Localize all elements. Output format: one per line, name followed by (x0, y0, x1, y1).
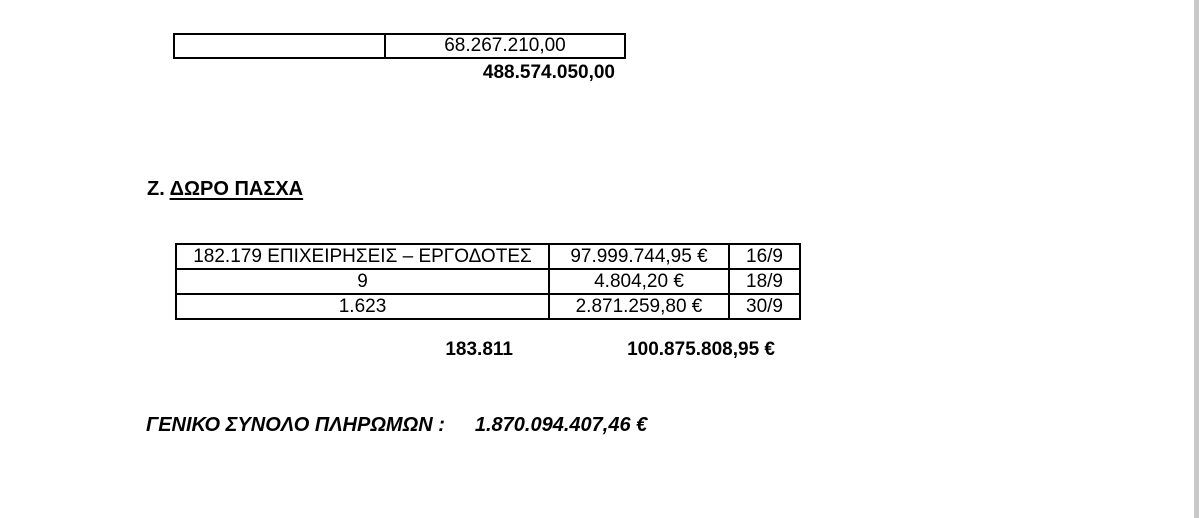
row-date: 30/9 (729, 294, 800, 319)
grand-total-line (146, 413, 647, 437)
row-date: 16/9 (729, 244, 800, 269)
row-amount: 4.804,20 € (549, 269, 729, 294)
summary-total-value: 488.574.050,00 (482, 62, 615, 83)
row-amount: 2.871.259,80 € (549, 294, 729, 319)
summary-amount-cell: 68.267.210,00 (385, 34, 625, 58)
table-row (176, 244, 800, 269)
table-row (176, 269, 800, 294)
summary-empty-cell (174, 34, 385, 58)
section-prefix: Ζ. (147, 178, 170, 200)
row-description: 182.179 ΕΠΙΧΕΙΡΗΣΕΙΣ – ΕΡΓΟΔΟΤΕΣ (176, 244, 549, 269)
easter-payments-table (175, 243, 801, 320)
easter-total-amount: 100.875.808,95 € (627, 339, 775, 360)
row-description: 9 (176, 269, 549, 294)
grand-total-label: ΓΕΝΙΚΟ ΣΥΝΟΛΟ ΠΛΗΡΩΜΩΝ : (146, 414, 445, 436)
table-row (174, 34, 625, 58)
summary-table (173, 33, 626, 59)
row-amount: 97.999.744,95 € (549, 244, 729, 269)
scrollbar[interactable] (1194, 0, 1199, 518)
section-heading (147, 177, 303, 201)
easter-total-count: 183.811 (445, 339, 513, 360)
row-description: 1.623 (176, 294, 549, 319)
grand-total-value: 1.870.094.407,46 € (474, 414, 648, 436)
row-date: 18/9 (729, 269, 800, 294)
table-row (176, 294, 800, 319)
section-title: ΔΩΡΟ ΠΑΣΧΑ (169, 178, 304, 200)
